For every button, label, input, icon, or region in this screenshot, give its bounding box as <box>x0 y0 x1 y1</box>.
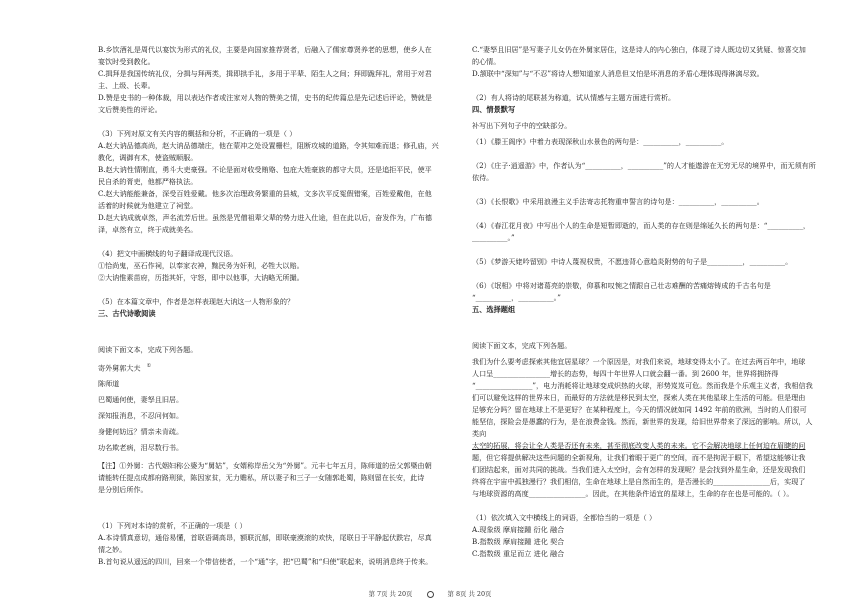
option-line: 宴饮时受到教化。 <box>98 57 155 66</box>
fill-item: （3）《长恨歌》中采用浪漫主义手法寄志托物重申誓言的诗句是：__________，__________。 <box>472 197 764 206</box>
fill-item: “__________，__________。” <box>472 293 561 302</box>
passage-line: 我们为什么要考虑探索其他宜居星球？一个原因是，对我们来说，地球变得太小了。在过去两百年中，地球 <box>472 357 806 366</box>
question-3-option: B.赵大讷性情刚直，勇斗大吏豪强。不论是面对收受贿赂、包庇大姓豪族的都守大员，还是追拒平民，使平 <box>98 165 432 174</box>
option-line: 文后赞美性的评论。 <box>98 105 162 114</box>
passage-line: 们团结起来，面对共同的挑战。当我们进入太空时，会有怎样的发现呢？是会找到外星生命，还是发现我们 <box>472 465 806 474</box>
footer-left-page-number: 第 7页 共 20页 <box>368 590 413 598</box>
question-4-item: ①恰尚鬼，巫石作祠，以奉家衣神，黜民务为奸利，必牲大以赔。 <box>98 261 304 270</box>
poem-question-1-option: 情之妙。 <box>98 545 127 555</box>
left-page <box>98 44 443 568</box>
poem-line: 深知报消息，不忍问何如。 <box>98 411 184 421</box>
passage-line: 能坚信，探险会是愚蠢的行为，是在浪费金钱。然而，新世界的发现，给旧世界带来了深远的影响。所以，人类向 <box>472 417 813 438</box>
poem-line: 巴蜀通何使，妻孥且旧居。 <box>98 395 184 405</box>
option-line: 的心情。 <box>472 57 501 66</box>
poem-title <box>98 360 443 374</box>
option-line: B.乡饮酒礼是周代以宴饮为形式的礼仪，主要是向国家推荐贤者，后融入了儒家尊贤养老的思想，使乡人在 <box>98 45 432 54</box>
poem-note: 【注】①外舅：古代姻妇称公婆为“舅姑”，女婿称岸岳父为“外舅”。元丰七年五月，陈师道的岳父郭槩由朝 <box>98 461 432 471</box>
choice-question-1-option: C.指数级 重足而立 进化 融合 <box>472 549 565 558</box>
question-3-option: 泽，卓然有立，终于成就美名。 <box>98 225 198 234</box>
question-3-option: 民自杀的胥吏，他都严格执法。 <box>98 177 198 186</box>
choice-question-1-stem: （1）依次填入文中横线上的词语，全都恰当的一项是（ ） <box>472 513 657 522</box>
question-4-stem: （4）把文中画横线的句子翻译成现代汉语。 <box>98 249 238 258</box>
fill-item: （6）《氓相》中将对诸葛亮的崇敬，仰慕和叹惋之情跟自己壮志难酬的苦痛熔铸成的千古名句是 <box>472 281 771 290</box>
passage-line: 与地球资源的高度________________。因此，在其他条件适宜的星球上，生命的存在也是可能的。（ ）。 <box>472 489 794 498</box>
passage-line: “________________”，电力消耗将让地球变成炽热的火球，形势岌岌可危。然而我是个乐观主义者，我相信我 <box>472 381 813 390</box>
right-page <box>472 44 818 560</box>
footer-right-page-number: 第 8页 共 20页 <box>447 590 492 598</box>
option-line: C.揖拜是我国传统礼仪，分揖与拜两类，揖即拱手礼，多用于平辈、陌生人之间；拜即跪拜礼，常用于对君 <box>98 69 432 78</box>
question-3-option: 教化，调御有术，使盗贼顺服。 <box>98 153 198 162</box>
passage-line: 足够充分吗？留在地球上不是更好？在某种程度上，今天的情况就如同 1492 年前的欧洲，当时的人们很可 <box>472 405 807 414</box>
fill-item: （1）《滕王阁序》中着力表现深秋山水景色的两句是：__________，__________。 <box>472 137 729 146</box>
poem-question-1-stem: （1）下列对本诗的赏析，不正确的一项是（ ） <box>98 521 247 531</box>
section-heading-choice-group: 五、选择题组 <box>472 305 516 314</box>
option-line: D.赞是史书的一种体裁，用以表达作者或注家对人物的赞美之情，史书的纪传篇总是先记述后评论，赞就是 <box>98 93 432 102</box>
fill-item: （2）《庄子·逍遥游》中，作者认为“__________，__________”的人才能遨游在无穷无尽的境界中，而无须有所 <box>472 161 816 170</box>
fill-item: （4）《春江花月夜》中写出个人的生命是短暂即逝的，而人类的存在则是绵延久长的两句是：“__________， <box>472 221 810 230</box>
question-3-stem: （3）下列对原文有关内容的概括和分析，不正确的一项是（ ） <box>98 129 297 138</box>
fill-intro: 补写出下列句子中的空缺部分。 <box>472 121 572 130</box>
read-intro: 阅读下面文本，完成下列各题。 <box>472 341 572 350</box>
option-line: C.“妻孥且旧居”是写妻子儿女仍在外舅家居住，这是诗人的内心独白，体现了诗人既边切又犹疑、惊喜交加 <box>472 45 806 54</box>
binding-hole-icon <box>427 591 434 598</box>
poem-line: 身健何妨远？情亲未肯疏。 <box>98 427 184 437</box>
question-3-option: C.赵大讷能能兼备，深受百姓爱戴。他多次治理政务繁重的县城，文多次平反冤假错案，百姓爱戴他，在他 <box>98 189 432 198</box>
page-footer <box>0 589 860 598</box>
question-3-option: D.赵大讷成就卓然，声名流芳后世。虽然是咒僧祖辈父辈的势力进入仕途，但在此以后，奋发作为，广布德 <box>98 213 432 222</box>
poem-note: 请能转任提点成都府路刑狱，陈因家贫，无力赡私，所以妻子和三子一女随郭赴蜀，陈则留在长安，此诗 <box>98 473 425 483</box>
fill-item: （5）《梦游天姥吟留别》中诗人蔑视权贵，不愿违背心意趋炎附势的句子是__________，__________。 <box>472 257 793 266</box>
question-3-option: 活着的时候就为他建立了祠堂。 <box>98 201 198 210</box>
poem-question-1-option: A.本诗情真意切，通俗易懂，首联语调高昂，额联沉郁，即联豪漠滚的欢快，尾联日于平静起伏跌宕，尽真 <box>98 533 432 543</box>
passage-line: 太空的拓展，将会让全人类是否还有未来，甚至彻底改变人类的未来。它不会解决地球上任何迫在眉睫的问 <box>472 441 806 450</box>
passage-line: 们可以避免这样的世界末日，而最好的方法就是移民到太空，探索人类在其他星球上生活的可能。但是理由 <box>472 393 806 402</box>
passage-line: 人口呈________________增长的态势，每四十年世界人口就会翻一番。到 2600 年，世界将拥挤得 <box>472 369 779 378</box>
option-line: 主、上级、长辈。 <box>98 81 155 90</box>
passage-line: 终将在宇宙中孤独漫行？我们相信，生命在地球上是自然而生的，是否漫长的________________后，实现了 <box>472 477 806 486</box>
choice-question-1-option: B.指数级 摩肩接踵 进化 契合 <box>472 537 565 546</box>
poem-line: 功名欺老病，泪尽数行书。 <box>98 443 184 453</box>
choice-question-1-option: A.现象级 摩肩接踵 衍化 融合 <box>472 525 565 534</box>
poem-intro: 阅读下面文本，完成下列各题。 <box>98 345 198 354</box>
poem-note-mark: ① <box>146 363 152 369</box>
fill-item: 依待。 <box>472 173 494 182</box>
question-3-option: A.赵大讷品德高尚，赵大讷品德端庄，他在蒙冲之处设置栅栏，阻断攻城的道路，令其知难而退；修孔庙，兴 <box>98 141 439 150</box>
fill-item: __________。” <box>472 233 515 242</box>
poem-question-2-stem: （2）有人将诗的尾联甚为称道，试从情感与主题方面进行赏析。 <box>472 93 676 102</box>
poem-note: 是分别后所作。 <box>98 485 148 495</box>
section-heading-ancient-poetry: 三、古代诗歌阅读 <box>98 309 156 318</box>
poem-author: 陈师道 <box>98 379 120 389</box>
section-heading-dictation: 四、情景默写 <box>472 105 516 114</box>
question-5-stem: （5）在本篇文章中，作者是怎样表现赵大讷这一人物形象的？ <box>98 297 295 306</box>
option-line: D.颔联中“深知”与“不忍”将诗人想知道家人消息但又怕是坏消息的矛盾心理体现得淋漓尽致。 <box>472 69 764 78</box>
poem-title-text: 寄外舅郭大夫 <box>98 363 141 373</box>
poem-question-1-option: B.首句说从遥远的四川，回来一个带信使者，一个“通”字，把“巴蜀”和“归使”联起来，说明消息终于传来。 <box>98 557 433 567</box>
passage-line: 题，但它将提供解决这些问题的全新视角，让我们着眼于更广的空间，而不是拘泥于眼下，希望这能够让我 <box>472 453 806 462</box>
question-4-item: ②大讷惟素苗府，历指其奸，守怒，即中以他事，大讷略无所撮。 <box>98 273 304 282</box>
